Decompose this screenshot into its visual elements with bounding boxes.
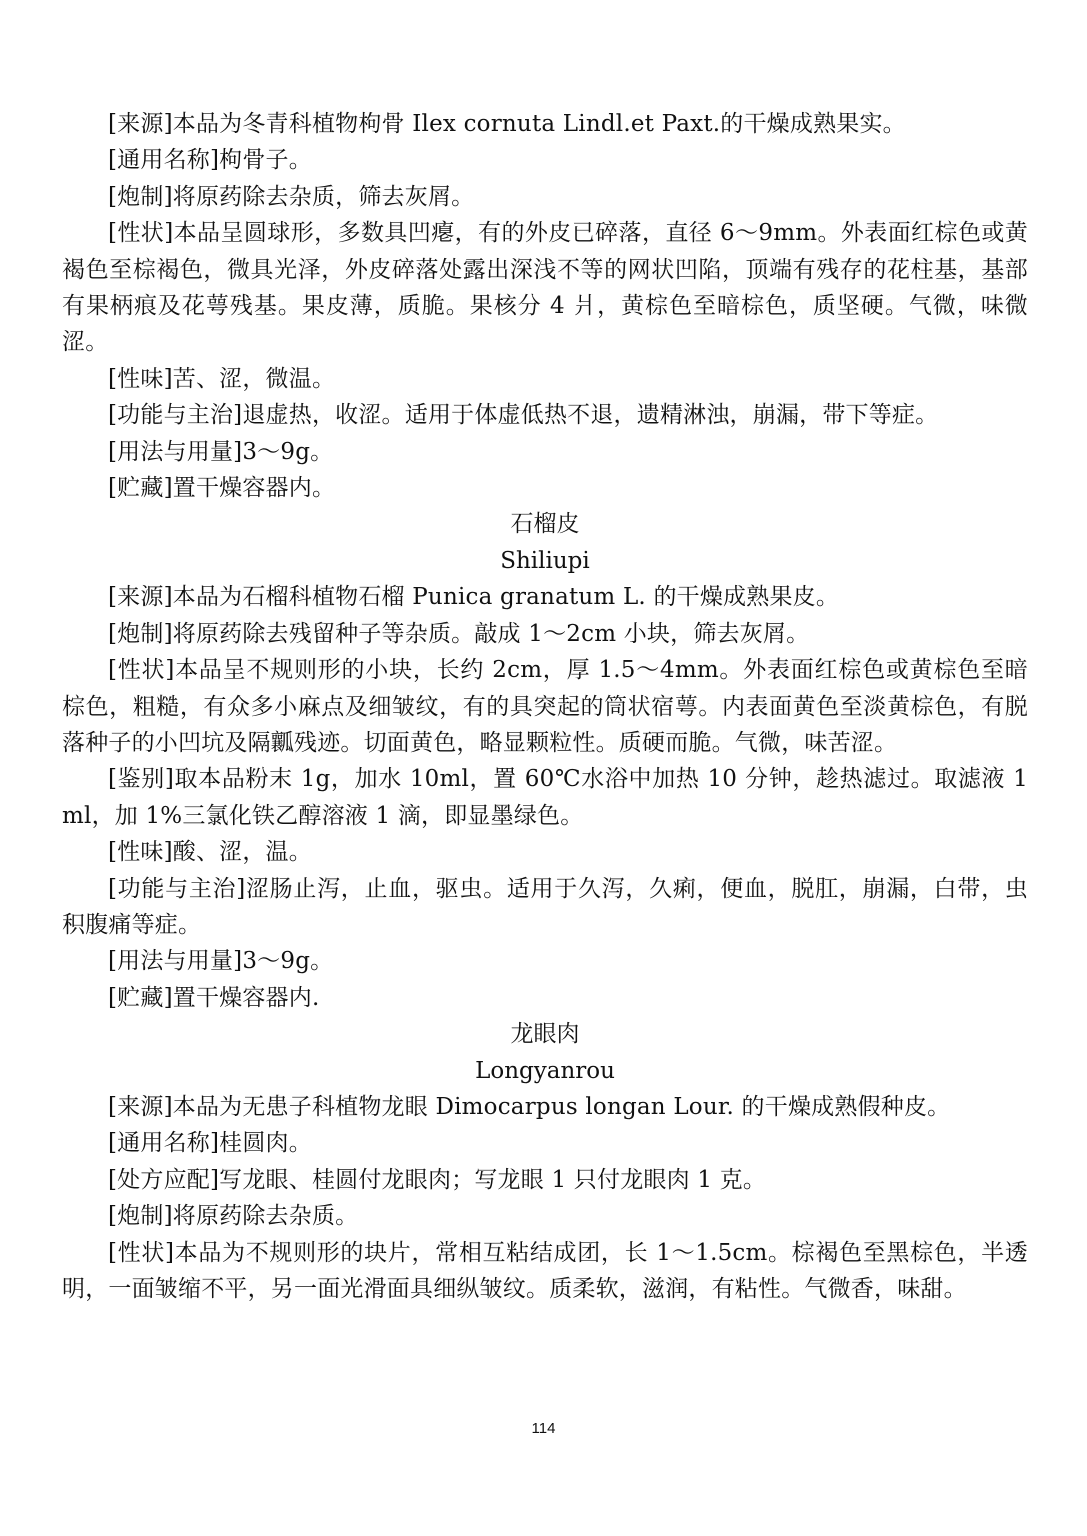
paragraph-characteristics: [性状]本品呈不规则形的小块，长约 2cm，厚 1.5～4mm。外表面红棕色或黄棕色至暗棕色，粗糙，有众多小麻点及细皱纹，有的具突起的筒状宿萼。内表面黄色至淡黄棕色，有脱落种子的小凹坑及隔瓤残迹。切面黄色，略显颗粒性。质硬而脆。气微，味苦涩。: [62, 657, 1028, 756]
entry-title-pinyin: Shiliupi: [500, 547, 590, 574]
section-shiliupi: [62, 506, 1028, 1016]
entry-title-chinese: 龙眼肉: [510, 1021, 580, 1048]
paragraph-processing: [炮制]将原药除去残留种子等杂质。敲成 1～2cm 小块，筛去灰屑。: [108, 620, 810, 647]
entry-title-pinyin: Longyanrou: [475, 1057, 615, 1084]
paragraph-common-name: [通用名称]枸骨子。: [108, 147, 312, 174]
paragraph-prescription: [处方应配]写龙眼、桂圆付龙眼肉；写龙眼 1 只付龙眼肉 1 克。: [108, 1166, 767, 1193]
paragraph-nature-taste: [性味]苦、涩，微温。: [108, 365, 336, 392]
paragraph-dosage: [用法与用量]3～9g。: [108, 948, 334, 975]
section-longyanrou: [62, 1016, 1028, 1307]
paragraph-storage: [贮藏]置干燥容器内.: [108, 984, 320, 1011]
paragraph-source: [来源]本品为冬青科植物枸骨 Ilex cornuta Lindl.et Paxt.的干燥成熟果实。: [108, 111, 906, 137]
paragraph-processing: [炮制]将原药除去杂质。: [108, 1203, 359, 1230]
paragraph-processing: [炮制]将原药除去杂质，筛去灰屑。: [108, 183, 475, 210]
page-number: 114: [531, 1420, 556, 1437]
paragraph-common-name: [通用名称]桂圆肉。: [108, 1130, 312, 1157]
paragraph-characteristics: [性状]本品呈圆球形，多数具凹瘪，有的外皮已碎落，直径 6～9mm。外表面红棕色或黄褐色至棕褐色，微具光泽，外皮碎落处露出深浅不等的网状凹陷，顶端有残存的花柱基，基部有果柄痕及花萼残基。果皮薄，质脆。果核分 4 爿，黄棕色至暗棕色，质坚硬。气微，味微涩。: [62, 220, 1028, 356]
paragraph-function: [功能与主治]涩肠止泻，止血，驱虫。适用于久泻，久痢，便血，脱肛，崩漏，白带，虫积腹痛等症。: [62, 875, 1028, 938]
document-body: [62, 106, 1028, 1307]
entry-title-chinese: 石榴皮: [510, 511, 580, 538]
paragraph-characteristics: [性状]本品为不规则形的块片，常相互粘结成团，长 1～1.5cm。棕褐色至黑棕色，半透明，一面皱缩不平，另一面光滑面具细纵皱纹。质柔软，滋润，有粘性。气微香，味甜。: [62, 1239, 1028, 1302]
paragraph-source: [来源]本品为无患子科植物龙眼 Dimocarpus longan Lour. 的干燥成熟假种皮。: [108, 1093, 951, 1120]
paragraph-storage: [贮藏]置干燥容器内。: [108, 475, 336, 502]
paragraph-dosage: [用法与用量]3～9g。: [108, 438, 334, 465]
paragraph-function: [功能与主治]退虚热，收涩。适用于体虚低热不退，遗精淋浊，崩漏，带下等症。: [108, 402, 939, 429]
paragraph-identification: [鉴别]取本品粉末 1g，加水 10ml，置 60℃水浴中加热 10 分钟，趁热滤过。取滤液 1ml，加 1%三氯化铁乙醇溶液 1 滴，即显墨绿色。: [62, 766, 1028, 829]
section-gouguzi: [62, 106, 1028, 506]
paragraph-source: [来源]本品为石榴科植物石榴 Punica granatum L. 的干燥成熟果皮。: [108, 584, 840, 611]
paragraph-nature-taste: [性味]酸、涩，温。: [108, 839, 312, 866]
